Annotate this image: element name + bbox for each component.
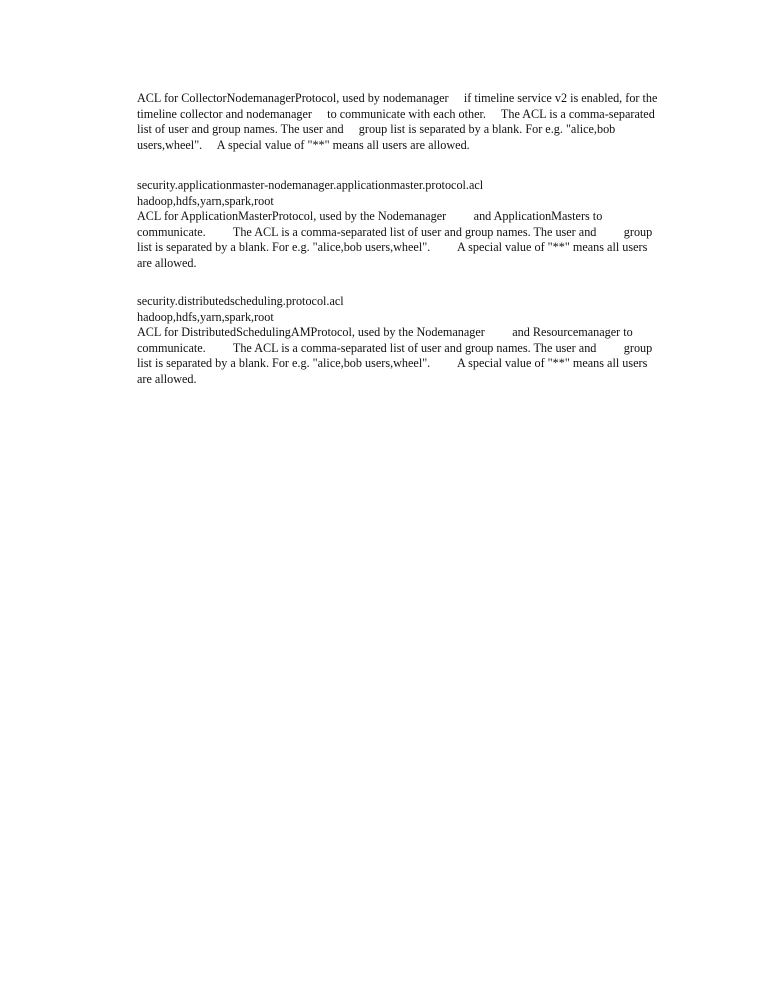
property-value: hadoop,hdfs,yarn,spark,root <box>137 309 274 324</box>
acl-entry-distributedscheduling <box>137 294 682 387</box>
description-line: are allowed. <box>137 255 197 270</box>
description-line: communicate. The ACL is a comma-separated list of user and group names. The user and group <box>137 224 653 239</box>
property-name: security.distributedscheduling.protocol.acl <box>137 294 344 308</box>
description-line: ACL for CollectorNodemanagerProtocol, used by nodemanager if timeline service v2 is enabled, for the <box>137 91 658 105</box>
acl-entry-collector-nodemanager <box>137 91 682 153</box>
description-line: are allowed. <box>137 371 197 386</box>
description-line: timeline collector and nodemanager to communicate with each other. The ACL is a comma-separated <box>137 106 655 121</box>
description-line: communicate. The ACL is a comma-separated list of user and group names. The user and group <box>137 340 653 355</box>
description-line: list is separated by a blank. For e.g. "alice,bob users,wheel". A special value of "**" means all users <box>137 240 648 254</box>
description-line: list is separated by a blank. For e.g. "alice,bob users,wheel". A special value of "**" means all users <box>137 356 648 370</box>
description-line: list of user and group names. The user and group list is separated by a blank. For e.g. "alice,bob <box>137 122 616 136</box>
property-value: hadoop,hdfs,yarn,spark,root <box>137 193 274 208</box>
description-line: ACL for DistributedSchedulingAMProtocol, used by the Nodemanager and Resourcemanager to <box>137 325 633 339</box>
description-line: users,wheel". A special value of "**" means all users are allowed. <box>137 137 470 152</box>
acl-entry-applicationmaster <box>137 178 682 271</box>
description-line: ACL for ApplicationMasterProtocol, used by the Nodemanager and ApplicationMasters to <box>137 209 603 223</box>
property-name: security.applicationmaster-nodemanager.applicationmaster.protocol.acl <box>137 178 484 192</box>
